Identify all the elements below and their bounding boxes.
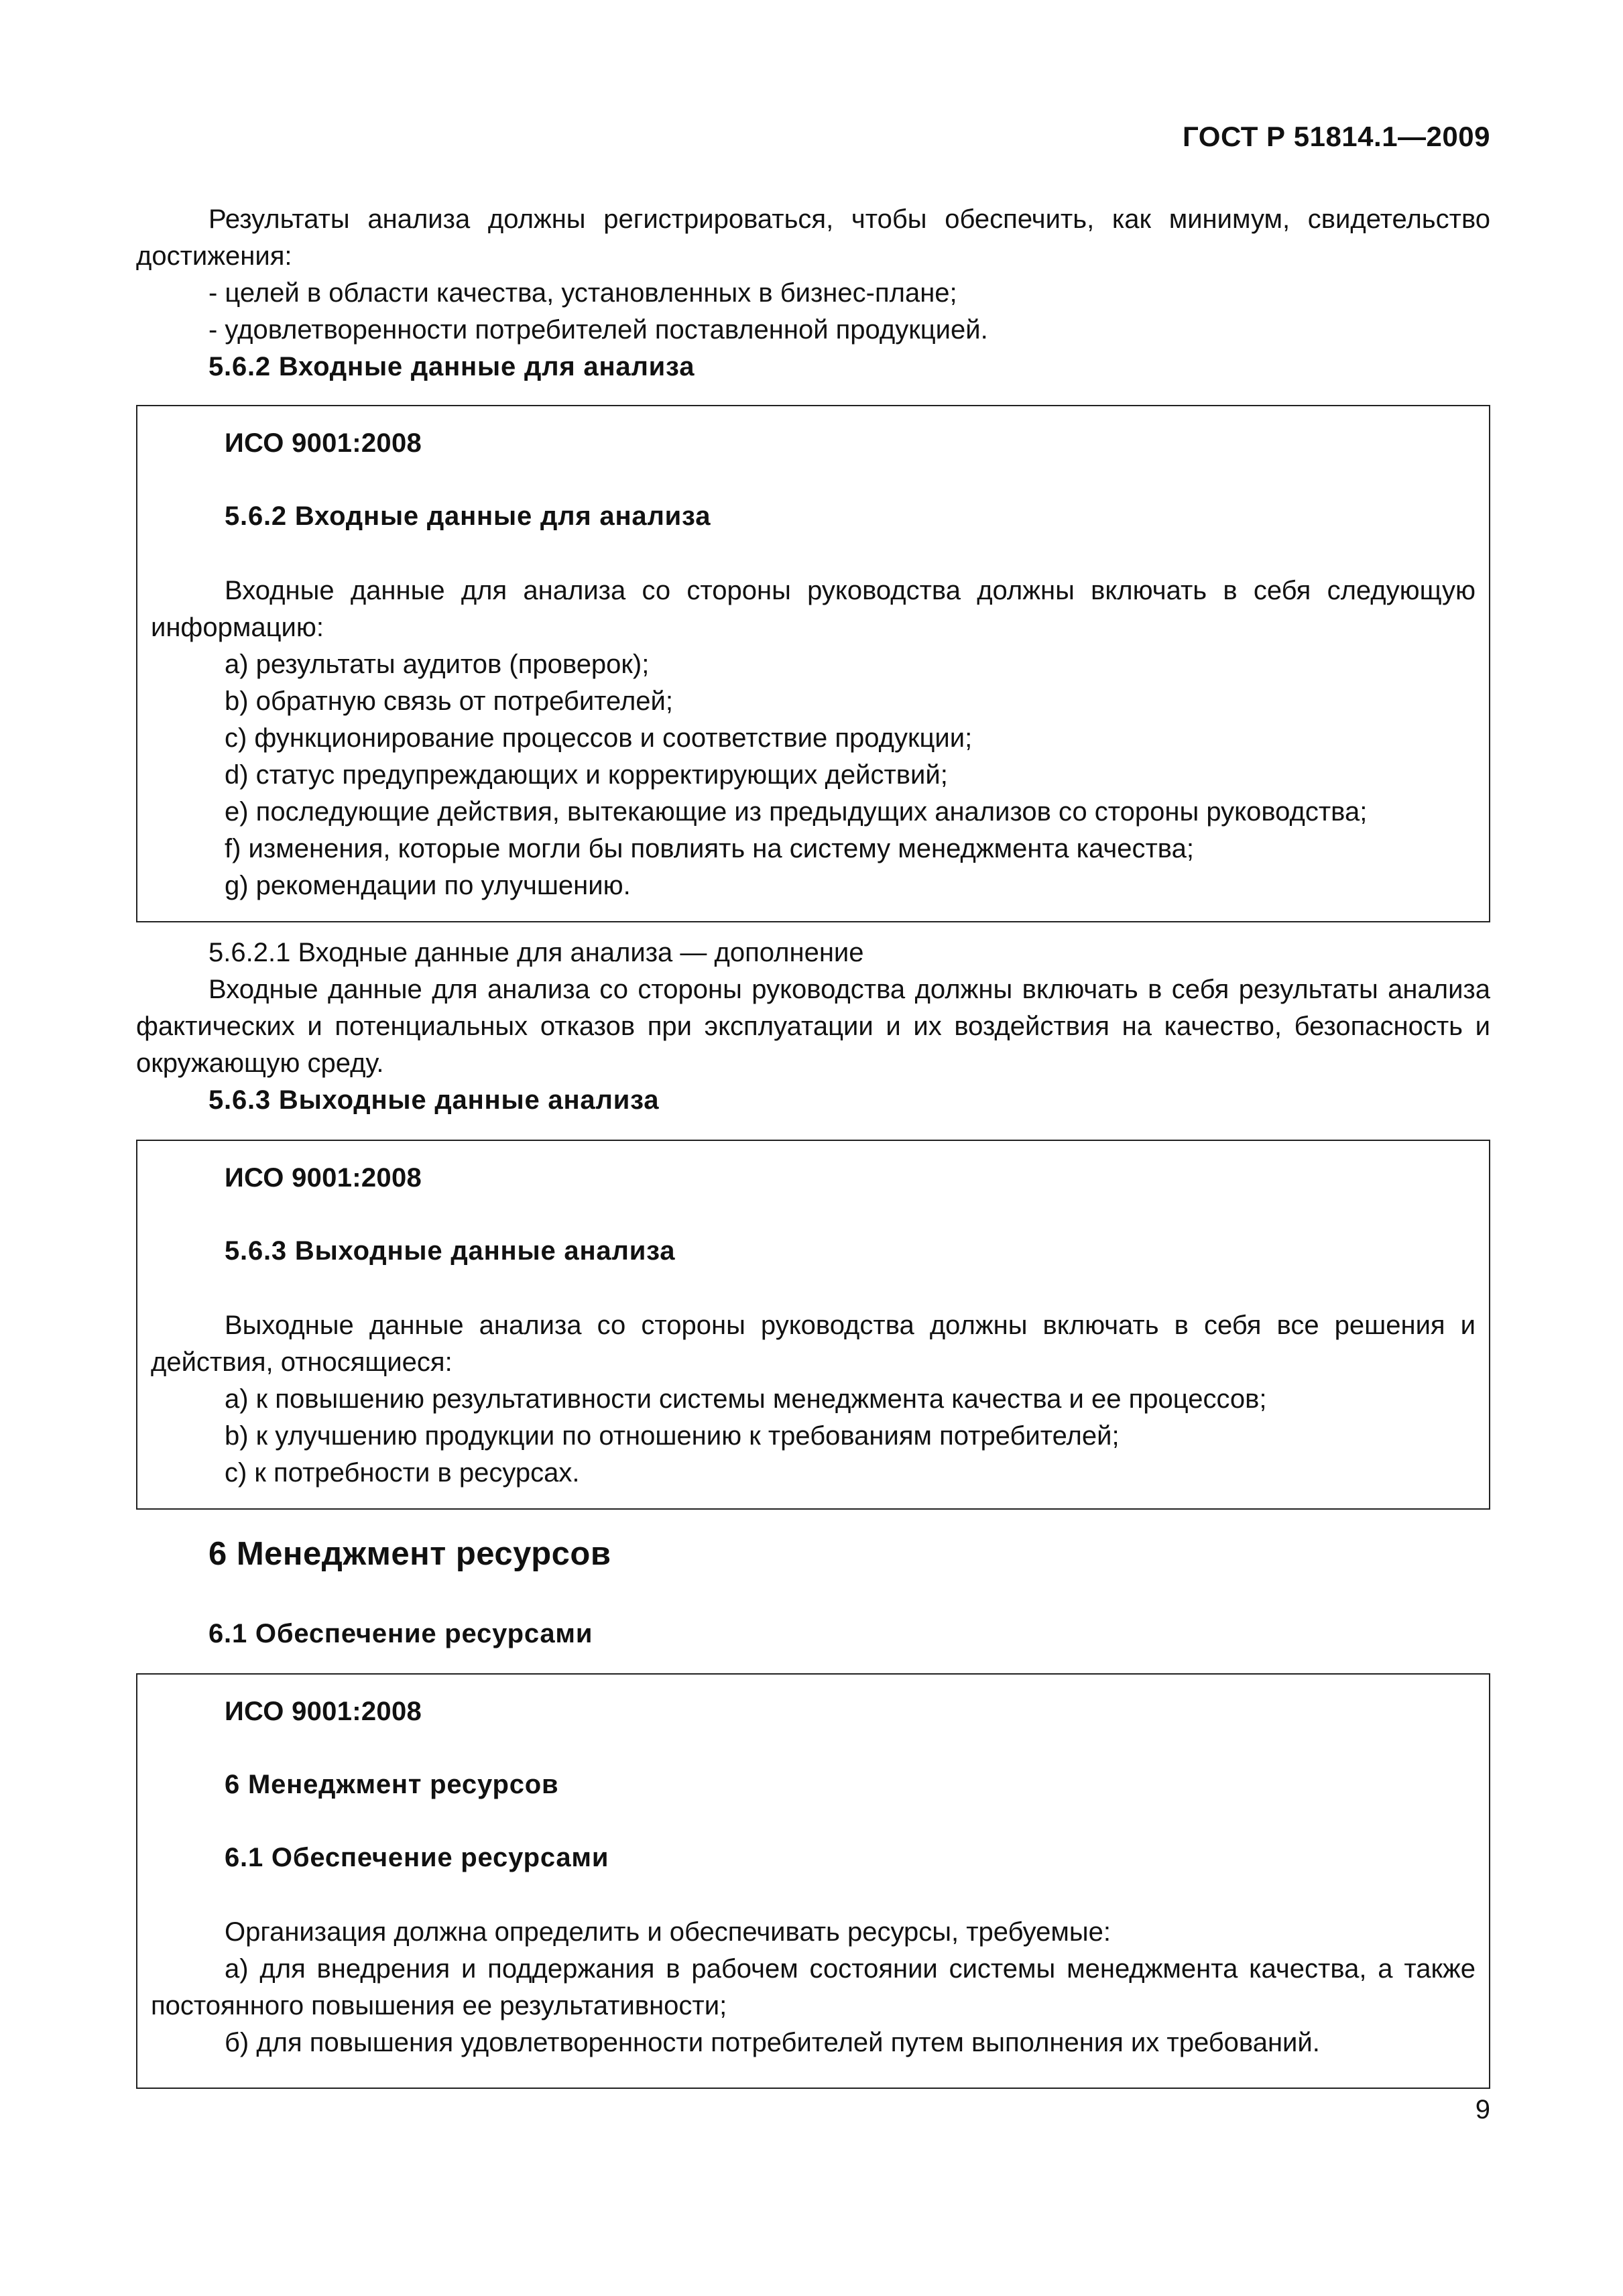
section-heading-5-6-2: 5.6.2 Входные данные для анализа [208,352,695,381]
box-list-item: c) к потребности в ресурсах. [225,1458,580,1488]
box-paragraph: Входные данные для анализа со стороны руководства должны включать в себя следующую информацию: [151,576,1476,642]
iso-quote-box-5-6-3 [136,1140,1490,1510]
supplement-heading: 5.6.2.1 Входные данные для анализа — дополнение [208,938,864,967]
box-list-item: g) рекомендации по улучшению. [225,871,631,900]
iso-label: ИСО 9001:2008 [225,428,422,458]
supplement-paragraph: Входные данные для анализа со стороны руководства должны включать в себя результаты анализа фактических и потенциальных отказов при эксплуатации и их воздействия на качество, безопасность и окружающую среду. [136,975,1490,1078]
box-list-item: b) к улучшению продукции по отношению к требованиям потребителей; [225,1421,1120,1451]
iso-quote-box-5-6-2 [136,405,1490,922]
section-heading-5-6-3: 5.6.3 Выходные данные анализа [208,1085,660,1115]
iso-label: ИСО 9001:2008 [225,1163,422,1193]
box-list-item: c) функционирование процессов и соответствие продукции; [225,723,973,753]
box-list-item: a) результаты аудитов (проверок); [225,650,650,679]
box-list-item: f) изменения, которые могли бы повлиять на систему менеджмента качества; [225,834,1194,863]
box-heading-6: 6 Менеджмент ресурсов [225,1770,559,1799]
intro-section [136,201,1490,385]
intro-paragraph: Результаты анализа должны регистрироваться, чтобы обеспечить, как минимум, свидетельство достижения: [136,204,1490,271]
box-list-item: a) к повышению результативности системы менеджмента качества и ее процессов; [225,1384,1267,1414]
box-list-item: e) последующие действия, вытекающие из предыдущих анализов со стороны руководства; [225,797,1368,827]
box-heading: 5.6.2 Входные данные для анализа [225,501,711,531]
box-list-item: b) обратную связь от потребителей; [225,686,674,716]
section-6-title: 6 Менеджмент ресурсов [208,1536,611,1572]
box-paragraph: Выходные данные анализа со стороны руководства должны включать в себя все решения и действия, относящиеся: [151,1311,1476,1377]
iso-label: ИСО 9001:2008 [225,1697,422,1726]
iso-quote-box-6-1 [136,1673,1490,2089]
box-list-item: d) статус предупреждающих и корректирующих действий; [225,760,948,790]
box-heading: 5.6.3 Выходные данные анализа [225,1236,676,1266]
intro-item-1: - целей в области качества, установленных в бизнес-плане; [208,278,957,308]
document-id: ГОСТ Р 51814.1—2009 [1183,121,1490,152]
box-paragraph: Организация должна определить и обеспечивать ресурсы, требуемые: [225,1917,1111,1947]
intro-item-2: - удовлетворенности потребителей поставленной продукцией. [208,315,988,345]
supplement-section [136,934,1490,1119]
box-list-item: а) для внедрения и поддержания в рабочем состоянии системы менеджмента качества, а также постоянного повышения ее результативности; [151,1954,1476,2020]
box-heading-6-1: 6.1 Обеспечение ресурсами [225,1843,609,1872]
section-6-1 [136,1616,1490,1652]
section-heading-6-1: 6.1 Обеспечение ресурсами [208,1619,593,1648]
page-number: 9 [1475,2095,1490,2124]
box-list-item: б) для повышения удовлетворенности потребителей путем выполнения их требований. [225,2028,1320,2057]
